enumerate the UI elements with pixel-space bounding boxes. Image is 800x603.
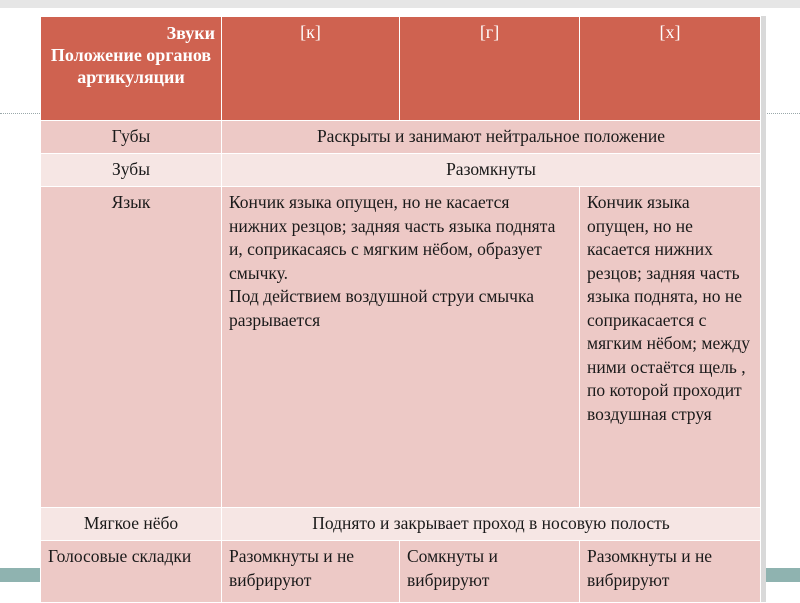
table-row-tongue: [41, 187, 761, 508]
table-row-lips: [41, 121, 761, 154]
row-label-soft-palate: Мягкое нёбо: [41, 508, 222, 541]
divider-left: [0, 113, 40, 114]
slide-frame-top: [0, 0, 800, 8]
cell-lips-all: Раскрыты и занимают нейтральное положение: [222, 121, 761, 154]
row-label-tongue: Язык: [41, 187, 222, 508]
tongue-k-g-text-2: Под действием воздушной струи смычка разрывается: [229, 286, 534, 330]
header-sounds-label: Звуки: [166, 23, 215, 43]
header-organs-label: Положение органов артикуляции: [50, 45, 212, 87]
cell-vocal-folds-g: Сомкнуты и вибрируют: [400, 541, 580, 603]
cell-vocal-folds-k: Разомкнуты и не вибрируют: [222, 541, 400, 603]
articulation-table: [40, 16, 761, 603]
header-sound-k: [к]: [222, 17, 400, 121]
table-row-soft-palate: [41, 508, 761, 541]
row-label-vocal-folds: Голосовые складки: [41, 541, 222, 603]
cell-vocal-folds-x: Разомкнуты и не вибрируют: [580, 541, 761, 603]
cell-soft-palate-all: Поднято и закрывает проход в носовую полость: [222, 508, 761, 541]
table-row-vocal-folds: [41, 541, 761, 603]
accent-bar-right: [760, 568, 800, 582]
accent-bar-left: [0, 568, 40, 582]
cell-tongue-x: Кончик языка опущен, но не касается нижних резцов; задняя часть языка поднята, но не соприкасается с мягким нёбом; между ними остаётся щель , по которой проходит воздушная струя: [580, 187, 761, 508]
corner-header-cell: [41, 17, 222, 121]
tongue-k-g-text-1: Кончик языка опущен, но не касается нижних резцов; задняя часть языка поднята и, соприкасаясь с мягким нёбом, образует смычку.: [229, 192, 556, 283]
table-row-teeth: [41, 154, 761, 187]
header-sound-g: [г]: [400, 17, 580, 121]
header-row: [41, 17, 761, 121]
row-label-lips: Губы: [41, 121, 222, 154]
cell-teeth-all: Разомкнуты: [222, 154, 761, 187]
header-sound-x: [х]: [580, 17, 761, 121]
cell-tongue-k-g: [222, 187, 580, 508]
divider-right: [760, 113, 800, 114]
row-label-teeth: Зубы: [41, 154, 222, 187]
